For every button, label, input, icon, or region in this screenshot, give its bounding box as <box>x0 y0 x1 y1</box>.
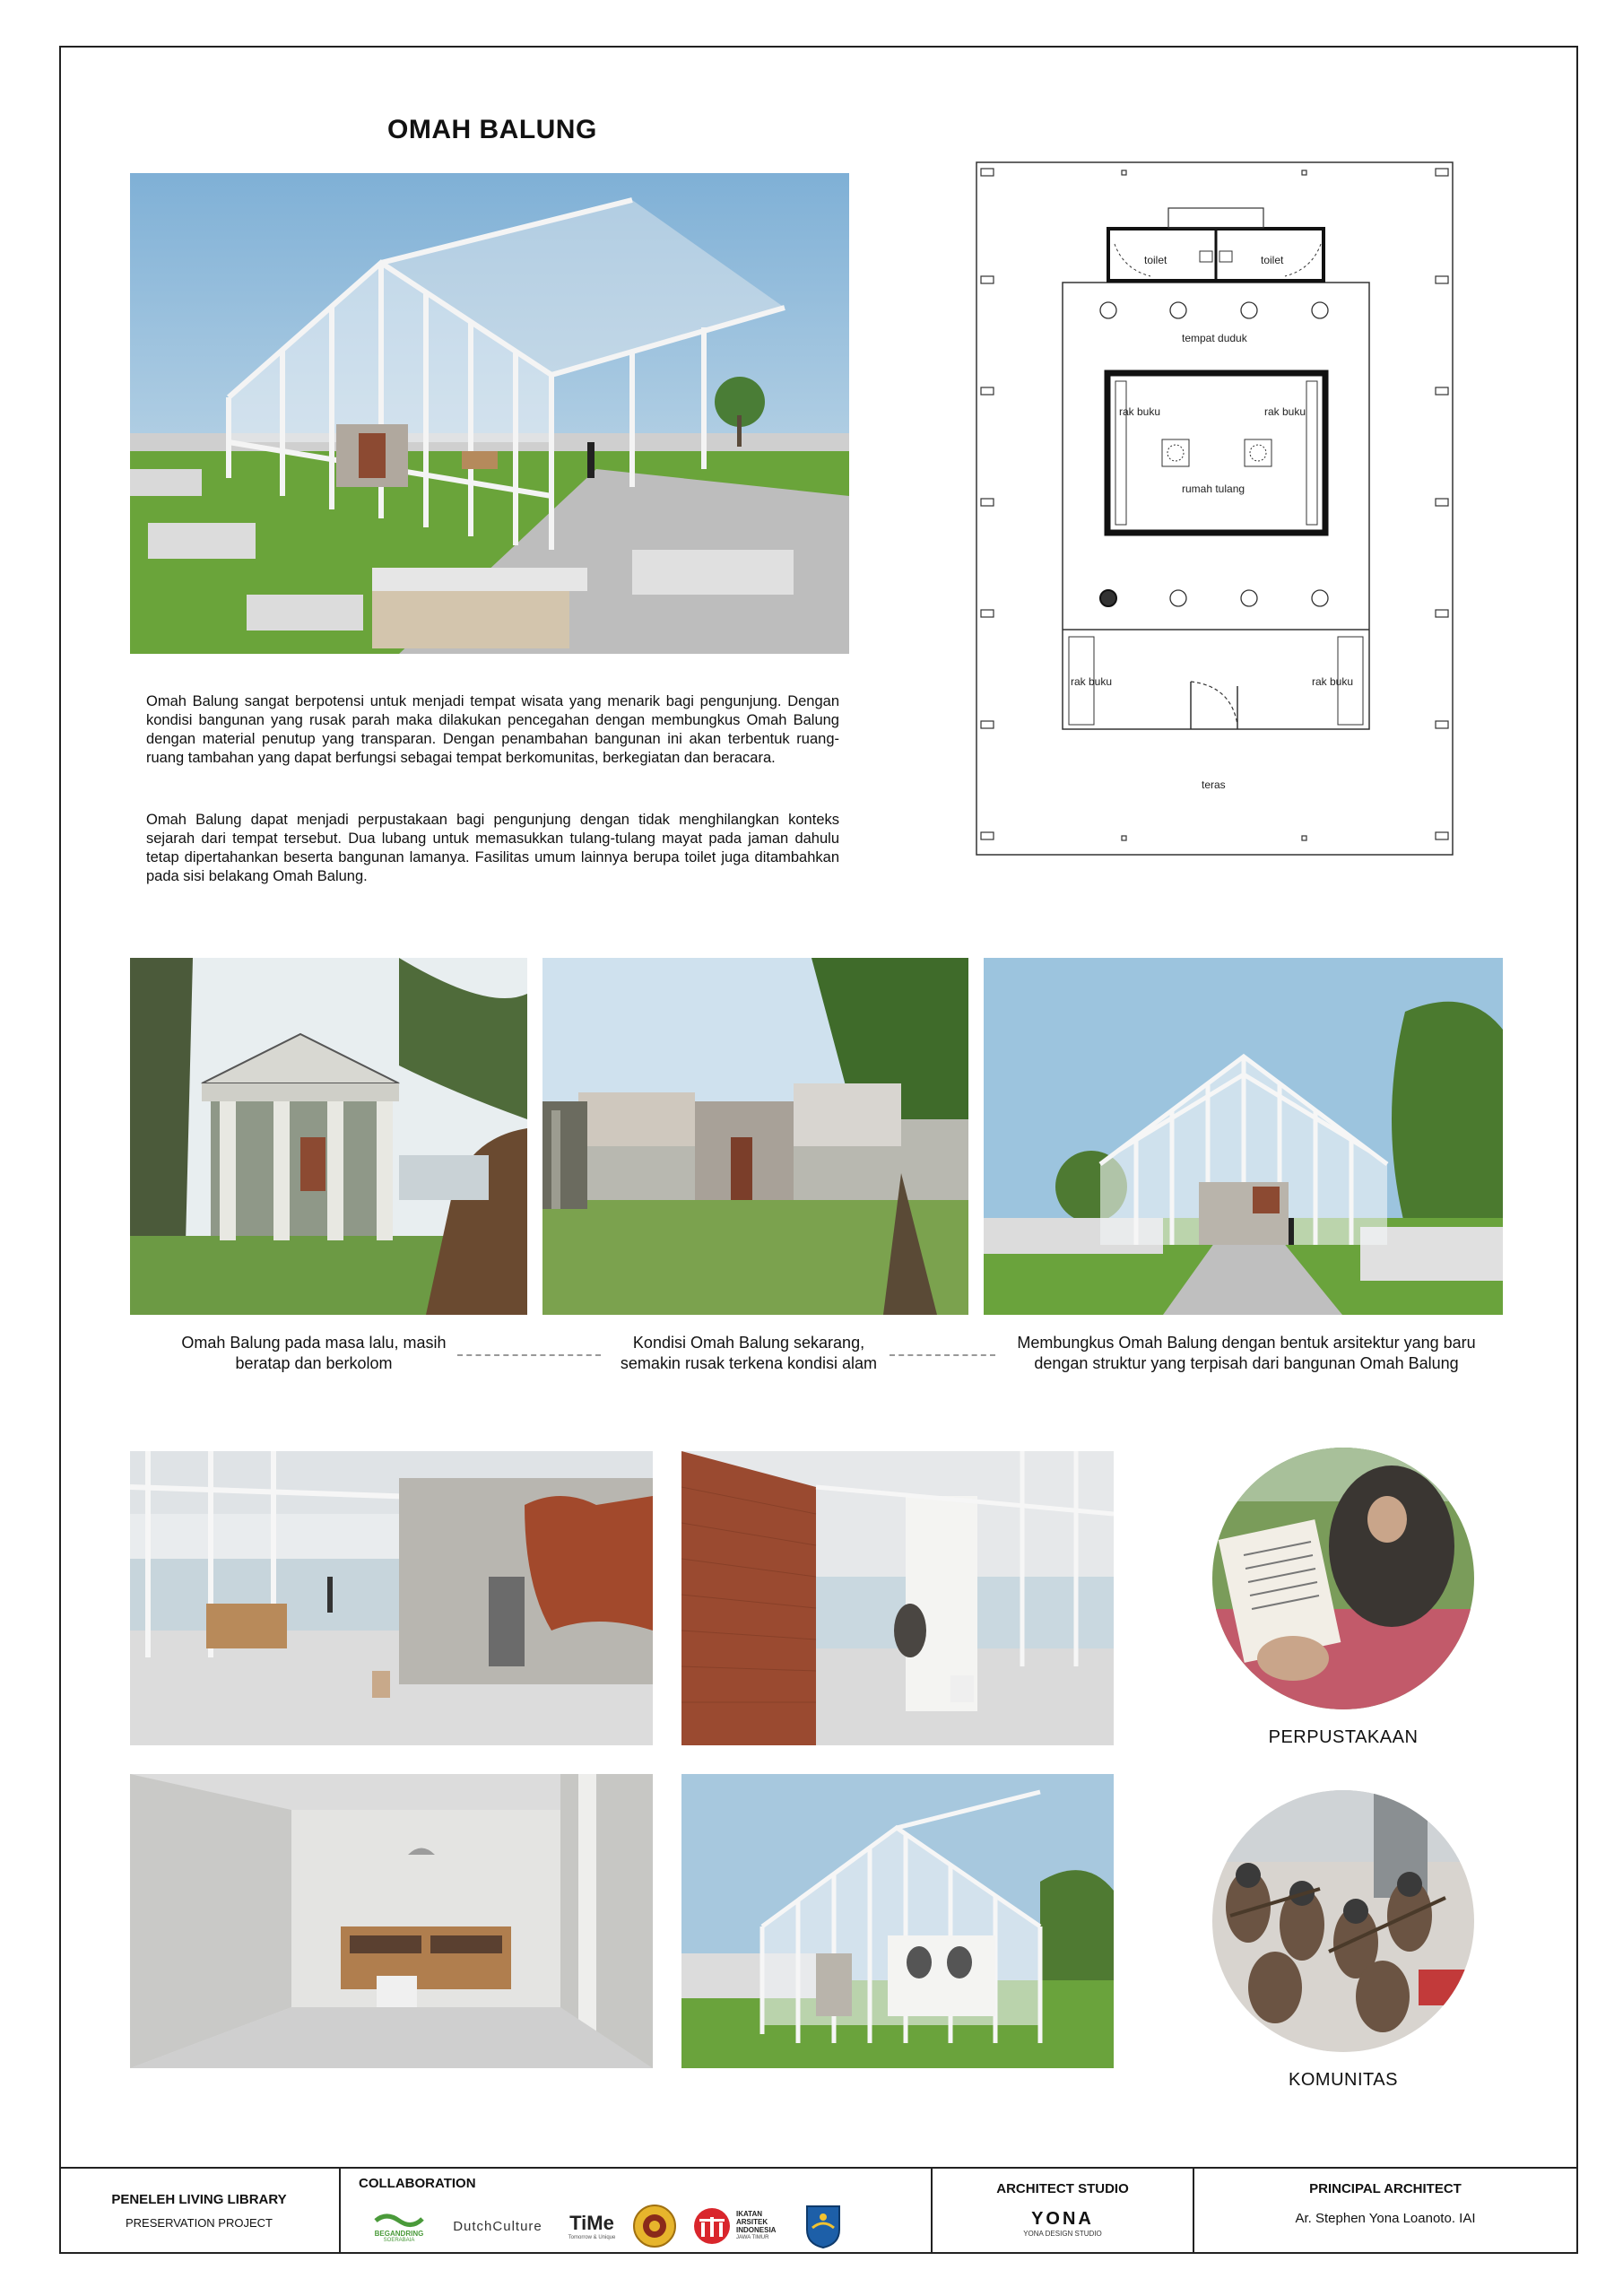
footer-principal <box>1194 2169 1576 2254</box>
main-render-image <box>130 173 849 654</box>
caption-present-line-2: semakin rusak terkena kondisi alam <box>620 1354 878 1372</box>
caption-connector <box>890 1354 995 1356</box>
caption-present <box>601 1333 897 1374</box>
library-label: PERPUSTAKAAN <box>1268 1727 1419 1747</box>
interior-render-4 <box>681 1774 1114 2068</box>
interior-render-3 <box>130 1774 653 2068</box>
page-title: OMAH BALUNG <box>387 115 597 144</box>
caption-proposal <box>995 1333 1497 1374</box>
begandring-sub: SOERABAIA <box>383 2237 415 2243</box>
project-subtitle: PRESERVATION PROJECT <box>126 2216 273 2230</box>
caption-proposal-line-2: dengan struktur yang terpisah dari bangunan Omah Balung <box>1034 1354 1459 1372</box>
project-title: PENELEH LIVING LIBRARY <box>111 2192 287 2207</box>
plan-label-bookshelf-tr: rak buku <box>1264 405 1306 418</box>
plan-label-bookshelf-tl: rak buku <box>1119 405 1161 418</box>
time-sub: Tomorrow & Unique <box>568 2235 616 2240</box>
caption-past-line-2: beratap dan berkolom <box>235 1354 393 1372</box>
caption-connector <box>457 1354 601 1356</box>
studio-subtitle: YONA DESIGN STUDIO <box>1023 2230 1102 2238</box>
begandring-logo <box>368 2203 430 2249</box>
iai-name: IKATAN ARSITEK INDONESIA <box>736 2210 777 2234</box>
plan-label-bookshelf-br: rak buku <box>1312 675 1354 688</box>
iai-mark-icon <box>691 2206 733 2246</box>
yona-logo: YONA <box>1031 2209 1094 2229</box>
time-logo <box>560 2203 623 2249</box>
footer-studio <box>933 2169 1194 2254</box>
collaboration-title: COLLABORATION <box>359 2176 476 2191</box>
caption-past <box>166 1333 462 1374</box>
photo-present <box>542 958 968 1315</box>
plan-label-bookshelf-bl: rak buku <box>1071 675 1113 688</box>
footer-project <box>59 2169 341 2254</box>
studio-title: ARCHITECT STUDIO <box>996 2181 1129 2196</box>
time-name: TiMe <box>569 2212 614 2234</box>
principal-name: Ar. Stephen Yona Loanoto. IAI <box>1295 2211 1476 2226</box>
caption-proposal-line-1: Membungkus Omah Balung dengan bentuk arsitektur yang baru <box>1017 1334 1476 1352</box>
begandring-name: BEGANDRING <box>374 2229 424 2238</box>
begandring-mark-icon <box>374 2210 424 2230</box>
plan-label-toilet-right: toilet <box>1261 254 1284 266</box>
library-activity-photo <box>1212 1448 1474 1709</box>
plan-label-bone-house: rumah tulang <box>1182 483 1245 495</box>
photo-past <box>130 958 527 1315</box>
footer-bar <box>59 2167 1578 2254</box>
floor-plan <box>976 161 1454 856</box>
dutchculture-logo: DutchCulture <box>453 2218 542 2234</box>
footer-collaboration <box>341 2169 933 2254</box>
description-paragraph-2: Omah Balung dapat menjadi perpustakaan bagi pengunjung dengan tidak menghilangkan konteks sejarah dari tempat tersebut. Dua lubang untuk memasukkan tulang-tulang mayat pada jaman dahulu tetap dipertahankan beserta bangunan lamanya. Fasilitas umum lainnya berupa toilet juga ditambahkan pada sisi belakang Omah Balung. <box>146 812 839 884</box>
iai-region: JAWA TIMUR <box>736 2235 769 2240</box>
iai-jatim-logo <box>689 2203 789 2249</box>
plan-label-terrace: teras <box>1202 778 1226 791</box>
photo-proposal <box>984 958 1503 1315</box>
principal-title: PRINCIPAL ARCHITECT <box>1309 2181 1462 2196</box>
plan-label-toilet-left: toilet <box>1144 254 1167 266</box>
city-emblem-icon <box>798 2201 848 2251</box>
university-emblem-icon <box>629 2201 680 2251</box>
community-activity-photo <box>1212 1790 1474 2052</box>
description-paragraph-1: Omah Balung sangat berpotensi untuk menjadi tempat wisata yang menarik bagi pengunjung. Dengan kondisi bangunan yang rusak parah maka dilakukan pencegahan dengan membungkus Omah Balung dengan material penutup yang transparan. Dengan penambahan bangunan ini akan terbentuk ruang-ruang tambahan yang dapat berfungsi sebagai tempat berkomunitas, berkegiatan dan beracara. <box>146 693 839 766</box>
interior-render-1 <box>130 1451 653 1745</box>
plan-label-seating: tempat duduk <box>1182 332 1247 344</box>
interior-render-2 <box>681 1451 1114 1745</box>
caption-present-line-1: Kondisi Omah Balung sekarang, <box>632 1334 865 1352</box>
community-label: KOMUNITAS <box>1289 2070 1398 2090</box>
caption-past-line-1: Omah Balung pada masa lalu, masih <box>181 1334 447 1352</box>
